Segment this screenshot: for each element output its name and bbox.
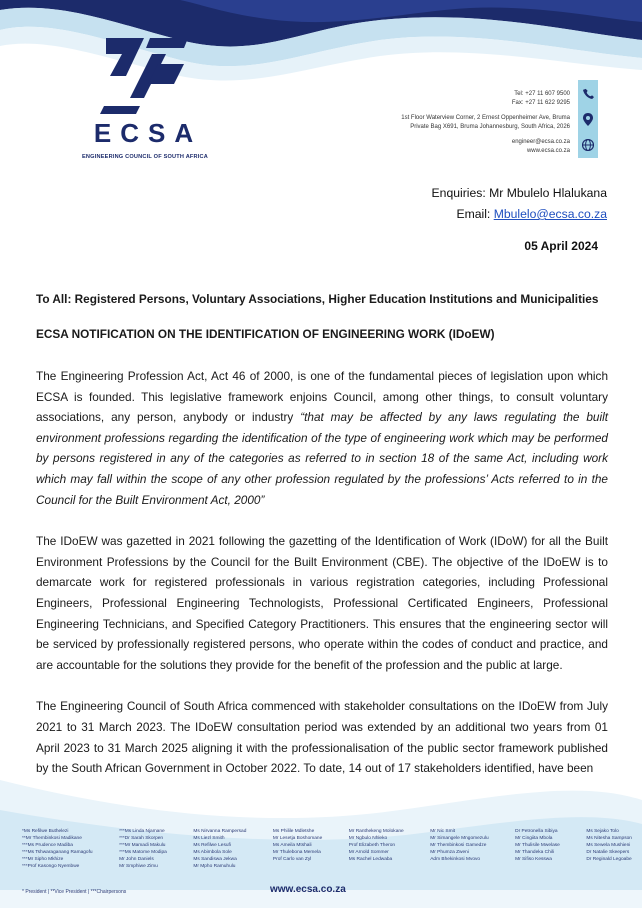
letter-body xyxy=(36,366,608,800)
member-name: Mr Ngbulo Nhleko xyxy=(348,836,388,841)
footer-website: www.ecsa.co.za xyxy=(270,884,346,895)
member-name: Ms Sewela Mushieni xyxy=(586,843,631,848)
member-name: ***Ms Tshwaraganang Ramagofu xyxy=(22,850,93,855)
member-column-8 xyxy=(586,828,632,870)
member-name: Mr Thembinkosi Gamedze xyxy=(430,843,487,848)
member-name: ***Mr Sipho Mkhize xyxy=(22,857,64,862)
member-name: ***Dr Sarah Skorpen xyxy=(119,836,164,841)
paragraph-1-quote: “that may be affected by any laws regulating the built environment professions regarding the identification of the type of engineering work which may be performed by persons registered in any of the categories as referred to in section 18 of the same Act, including work which may fall within the scope of any other profession regulated by the professions’ Acts referred to in the Council for the Built Environment Act, 2000” xyxy=(36,410,608,507)
member-name: Prof Elizabeth Theron xyxy=(348,843,396,848)
member-name: ***Prof Kasongo Nyembwe xyxy=(22,864,80,869)
fax: Fax: +27 11 622 9295 xyxy=(511,100,570,106)
enquiries-email-line xyxy=(432,204,607,225)
paragraph-3: The Engineering Council of South Africa commenced with stakeholder consultations on the IDoEW from July 2021 to 31 March 2023. The IDoEW consultation period was extended by an additional two years from 01 April 2023 to 31 March 2025 aligning it with the professionalisation of the public sector framework published by the South African Government in October 2022. To date, 14 out of 17 stakeholders identified, have been xyxy=(36,699,608,776)
member-name: **Mr Thembinkosi Madikane xyxy=(22,836,82,841)
member-name: ***Ms Prudence Madiba xyxy=(22,843,73,848)
member-name: Mr Thulebona Memela xyxy=(272,850,321,855)
board-members-list xyxy=(22,828,632,870)
member-column-4 xyxy=(273,828,322,870)
location-icon xyxy=(578,106,598,132)
member-name: Ms Abimbola Sole xyxy=(193,850,232,855)
member-column-7 xyxy=(515,828,560,870)
member-column-3 xyxy=(193,828,246,870)
member-name: Ms Sandiswa Jekwa xyxy=(193,857,237,862)
member-name: Adm Bhekinkosi Mvovo xyxy=(430,857,481,862)
member-name: Mr Arnold Sommer xyxy=(348,850,389,855)
member-name: Dr Reginald Legoabe xyxy=(586,857,632,862)
member-name: Mr Mpho Ramuhulu xyxy=(193,864,236,869)
contact-email: engineer@ecsa.co.za xyxy=(511,139,570,145)
email-label: Email: xyxy=(456,207,494,221)
member-name: *Ms Refilwe Buthelezi xyxy=(22,829,69,834)
member-name: Mr Simangele Mngomezulu xyxy=(430,836,489,841)
paragraph-2: The IDoEW was gazetted in 2021 following the gazetting of the Identification of Work (IDoW) for all the Built Environment Professions by the Council for the Built Environment (CBE). The objective of the IDoEW is to demarcate work for registered professionals in various registration categories, including Professional Engineers, Professional Engineering Technologists, Professional Certificated Engineers, Professional Engineering Technicians, and Specified Category Practitioners. This ensures that the engineering sector will be serviced by professionally registered persons, who operate within the codes of conduct and practice, and are accountable for the solutions they provide for the benefit of the profession and the public at large. xyxy=(36,534,608,672)
telephone: Tel: +27 11 607 9500 xyxy=(514,91,570,97)
footer-wave-decoration xyxy=(0,740,642,908)
member-name: Mr Ranthekeng Molokane xyxy=(348,829,404,834)
member-name: Ms Sejako Tolo xyxy=(586,829,619,834)
letter-title: ECSA NOTIFICATION ON THE IDENTIFICATION OF ENGINEERING WORK (IDoEW) xyxy=(36,327,495,341)
member-name: ***Ms Linda Njamane xyxy=(119,829,165,834)
enquiries-contact: Enquiries: Mr Mbulelo Hlalukana xyxy=(431,186,607,200)
member-name: Mr Phumza Zweni xyxy=(430,850,469,855)
member-name: Ms Nirvanna Rampersad xyxy=(193,829,247,834)
member-column-1 xyxy=(22,828,93,870)
member-name: Mr Thulisile Mwelase xyxy=(515,843,560,848)
member-name: ***Mr Mamadi Makulu xyxy=(119,843,166,848)
logo-wordmark: ECSA xyxy=(93,118,203,148)
phone-icon xyxy=(578,80,598,106)
address-line-2: Private Bag X691, Bruma Johannesburg, South Africa, 2026 xyxy=(410,124,570,130)
paragraph-1 xyxy=(36,366,608,510)
member-name: Ms Philile Mdletshe xyxy=(272,829,315,834)
ecsa-logo-mark xyxy=(100,36,190,116)
member-name: ***Ms Matome Modipa xyxy=(119,850,167,855)
member-name: Ms Rachel Ledwaba xyxy=(348,857,393,862)
member-name: Mr Sifiso Kesswa xyxy=(515,857,552,862)
globe-icon xyxy=(578,132,598,158)
ecsa-logo xyxy=(78,36,218,166)
member-name: Ms Ameila Mtshali xyxy=(272,843,312,848)
member-name: Mr Thandeka Chili xyxy=(515,850,554,855)
footer-legend: * President | **Vice President | ***Chairpersons xyxy=(22,889,127,895)
member-name: Ms Liezl Smith xyxy=(193,836,225,841)
enquiries-block xyxy=(432,183,607,225)
contact-block xyxy=(310,90,570,156)
member-name: Mr John Daniels xyxy=(119,857,154,862)
member-column-6 xyxy=(430,828,488,870)
member-name: Dr Petronella Sibiya xyxy=(515,829,558,834)
member-name: Ms Refilwe Lesufi xyxy=(193,843,231,848)
contact-website: www.ecsa.co.za xyxy=(526,148,570,154)
member-name: Mr Cingiita Mbola xyxy=(515,836,553,841)
address-line-1: 1st Floor Waterview Corner, 2 Ernest Oppenheimer Ave, Bruma xyxy=(401,115,570,121)
member-name: Prof Carlo van Zyl xyxy=(272,857,312,862)
member-name: Mr Nic Smit xyxy=(430,829,455,834)
member-name: Mr Smphiwe Zimu xyxy=(119,864,158,869)
member-name: Ms Nitesha Sampson xyxy=(586,836,632,841)
paragraph-1-text: The Engineering Profession Act, Act 46 of 2000, is one of the fundamental pieces of legislation upon which ECSA is founded. This legislative framework enjoins Council, among other things, to consult voluntary associations, any person, anybody or industry xyxy=(36,369,608,425)
contact-icon-strip xyxy=(578,80,598,158)
member-column-5 xyxy=(349,828,404,870)
member-name: Mr Lesetja Boshomane xyxy=(272,836,323,841)
logo-subtitle: ENGINEERING COUNCIL OF SOUTH AFRICA xyxy=(82,154,209,160)
member-column-2 xyxy=(119,828,167,870)
member-name: Dr Natalie Skeepers xyxy=(586,850,630,855)
letter-date: 05 April 2024 xyxy=(524,239,598,253)
addressee-line: To All: Registered Persons, Voluntary Associations, Higher Education Institutions and Municipalities xyxy=(36,292,599,306)
enquiries-email-link[interactable]: Mbulelo@ecsa.co.za xyxy=(493,207,607,221)
